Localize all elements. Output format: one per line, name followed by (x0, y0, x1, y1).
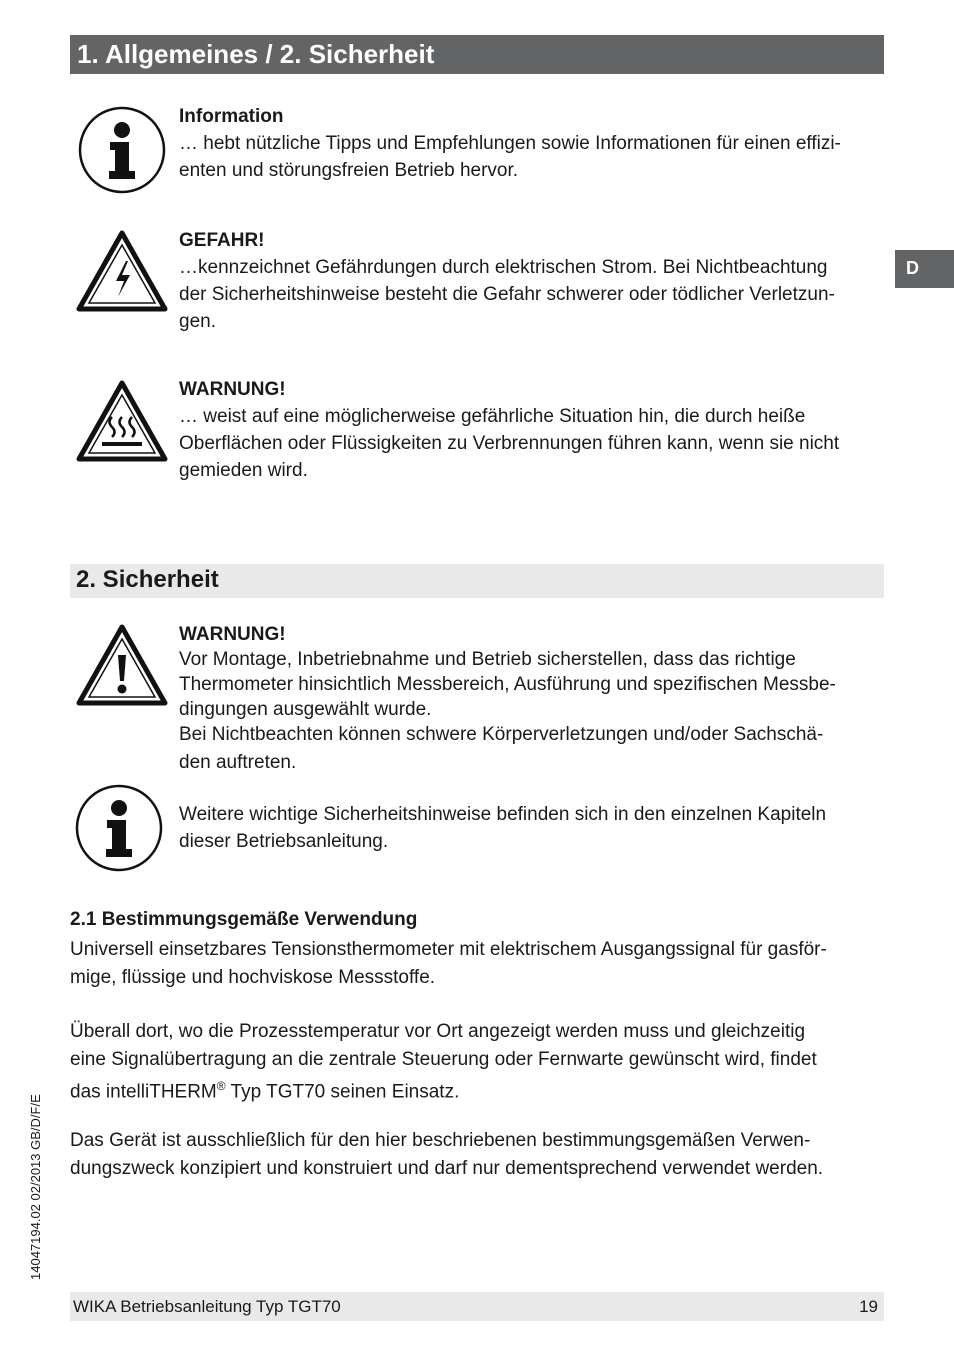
footer-title: WIKA Betriebsanleitung Typ TGT70 (73, 1297, 341, 1316)
notice-label: WARNUNG! (179, 379, 286, 400)
paragraph-line: Universell einsetzbares Tensionsthermometer mit elektrischem Ausgangssignal für gasför- (70, 939, 827, 960)
notice-text-line: … weist auf eine möglicherweise gefährliche Situation hin, die durch heiße (179, 406, 806, 427)
notice-general-warning (179, 622, 884, 775)
notice-info-chapters (179, 801, 884, 855)
language-tab-label: D (906, 258, 919, 278)
notice-text-line: enten und störungsfreien Betrieb hervor. (179, 160, 519, 181)
notice-text-line: Oberflächen oder Flüssigkeiten zu Verbrennungen führen kann, wenn sie nicht (179, 433, 840, 454)
notice-danger (179, 227, 884, 335)
info-icon (74, 783, 164, 873)
product-name: das intelliTHERM (70, 1081, 217, 1103)
notice-text-line: Vor Montage, Inbetriebnahme und Betrieb sicherstellen, dass das richtige (179, 649, 796, 670)
notice-label: GEFAHR! (179, 230, 265, 251)
document-code: 14047194.02 02/2013 GB/D/F/E (28, 1094, 43, 1280)
notice-text-line: dingungen ausgewählt wurde. (179, 699, 432, 720)
paragraph-line: eine Signalübertragung an die zentrale Steuerung oder Fernwarte gewünscht wird, findet (70, 1048, 817, 1070)
notice-text-line: … hebt nützliche Tipps und Empfehlungen sowie Informationen für einen effizi- (179, 133, 841, 154)
language-tab (895, 250, 954, 288)
notice-text-line: den auftreten. (179, 752, 297, 773)
notice-text-line: gen. (179, 311, 216, 332)
warning-icon (76, 623, 168, 707)
paragraph-line-end: Typ TGT70 seinen Einsatz. (225, 1081, 460, 1103)
notice-text-line: dieser Betriebsanleitung. (179, 831, 389, 852)
paragraph-line: mige, flüssige und hochviskose Messstoffe. (70, 966, 436, 988)
notice-label: Information (179, 106, 284, 127)
page-footer (70, 1292, 884, 1321)
paragraph-line: Das Gerät ist ausschließlich für den hier beschriebenen bestimmungsgemäßen Verwen- (70, 1130, 811, 1151)
paragraph (70, 936, 884, 991)
page-number: 19 (859, 1297, 878, 1316)
notice-label: WARNUNG! (179, 624, 286, 645)
paragraph-line: dungszweck konzipiert und konstruiert und darf nur dementsprechend verwendet werden. (70, 1157, 824, 1179)
notice-text-line: Bei Nichtbeachten können schwere Körperverletzungen und/oder Sachschä- (179, 724, 824, 745)
notice-text-line: der Sicherheitshinweise besteht die Gefahr schwerer oder tödlicher Verletzun- (179, 284, 835, 305)
paragraph-line: Überall dort, wo die Prozesstemperatur vor Ort angezeigt werden muss und gleichzeitig (70, 1021, 806, 1042)
info-icon (77, 105, 167, 195)
section-title: 2. Sicherheit (76, 566, 219, 593)
notice-text-line: Weitere wichtige Sicherheitshinweise befinden sich in den einzelnen Kapiteln (179, 804, 827, 825)
notice-text-line: gemieden wird. (179, 460, 308, 481)
subsection-title: 2.1 Bestimmungsgemäße Verwendung (70, 909, 418, 930)
notice-information (179, 103, 884, 184)
chapter-title: 1. Allgemeines / 2. Sicherheit (77, 39, 435, 69)
registered-mark: ® (216, 1079, 226, 1093)
paragraph (70, 1018, 884, 1106)
hot-surface-icon (76, 379, 168, 463)
notice-text-line: Thermometer hinsichtlich Messbereich, Ausführung und spezifischen Messbe- (179, 674, 836, 695)
chapter-header (70, 35, 884, 74)
notice-text-line: …kennzeichnet Gefährdungen durch elektrischen Strom. Bei Nichtbeachtung (179, 257, 828, 278)
notice-warning-hot (179, 376, 884, 484)
electric-hazard-icon (76, 229, 168, 313)
paragraph-line (70, 1073, 884, 1106)
paragraph (70, 1127, 884, 1182)
section-header (70, 564, 884, 598)
